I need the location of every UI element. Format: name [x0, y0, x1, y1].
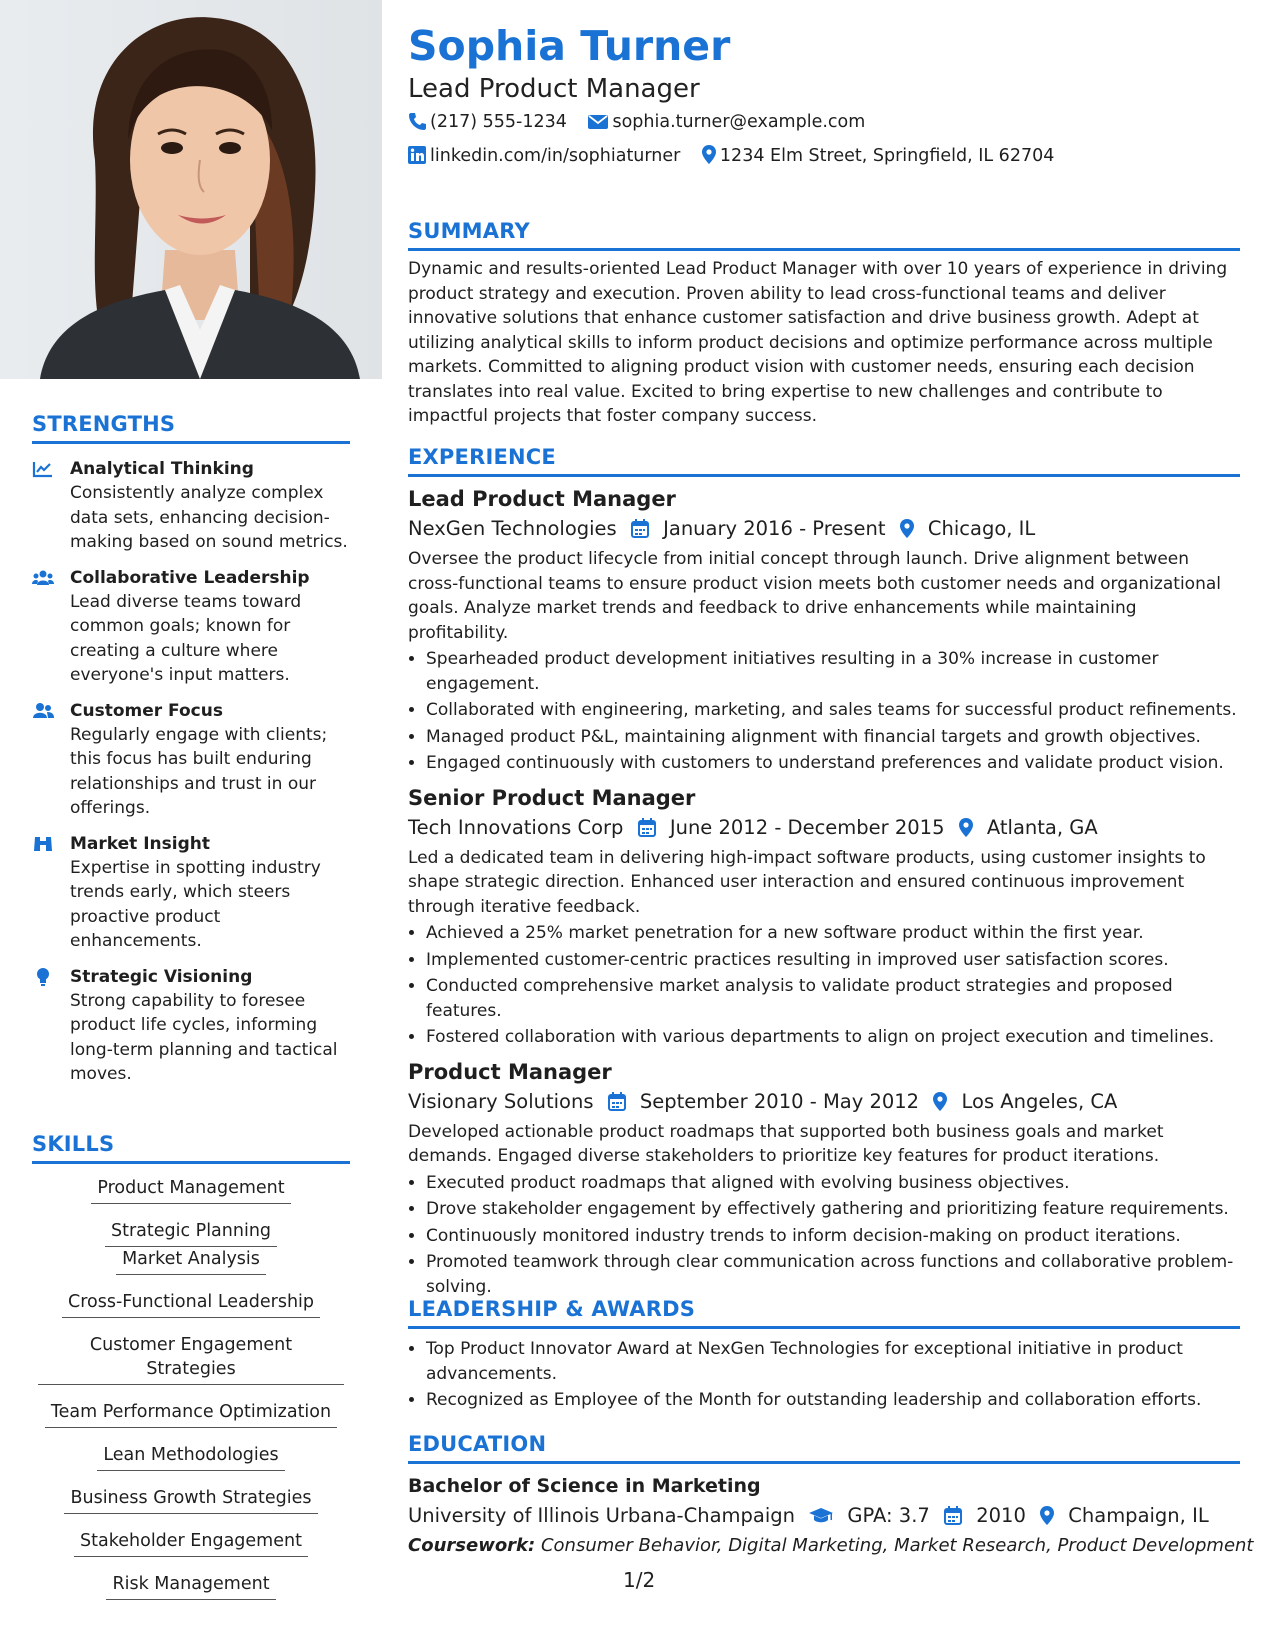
degree-title: Bachelor of Science in Marketing [408, 1475, 761, 1497]
envelope-icon [588, 114, 608, 130]
job-description: Led a dedicated team in delivering high-impact software products, using customer insights to shape strategic direction. Enhanced user interaction and ensured continuous improvement through iterative feedback. [408, 847, 1206, 917]
strength-item [32, 699, 350, 821]
job-meta [408, 814, 1240, 842]
bullet-item: • Implemented customer-centric practices resulting in improved user satisfaction scores. [426, 948, 1240, 973]
summary-text: Dynamic and results-oriented Lead Product Manager with over 10 years of experience in driving product strategy and execution. Proven ability to lead cross-functional teams and deliver innovative solutions that enhance customer satisfaction and drive business growth. Adept at utilizing analytical skills to inform product decisions and optimize performance across multiple markets. Committed to aligning product vision with customer needs, ensuring each decision translates into real value. Excited to bring expertise to new challenges and contribute to impactful projects that foster company success. [408, 259, 1228, 426]
bullet-item: • Managed product P&L, maintaining alignment with financial targets and growth objectives. [426, 725, 1240, 750]
candidate-name: Sophia Turner [408, 22, 731, 70]
summary-section [408, 219, 1240, 429]
strength-item [32, 965, 350, 1087]
bullet-item: • Achieved a 25% market penetration for a new software product within the first year. [426, 921, 1240, 946]
graduation-year: 2010 [976, 1504, 1026, 1527]
strength-title: Market Insight [70, 833, 210, 854]
job-location: Chicago, IL [927, 517, 1036, 540]
bullet-item: • Spearheaded product development initiatives resulting in a 30% increase in customer engagement. [426, 647, 1240, 696]
experience-heading: EXPERIENCE [408, 445, 1240, 477]
strength-item [32, 457, 350, 555]
award-item: • Recognized as Employee of the Month for outstanding leadership and collaboration efforts. [426, 1388, 1240, 1413]
skill-tag: Risk Management [106, 1572, 275, 1600]
calendar-icon [608, 1092, 626, 1111]
job-title: Lead Product Manager [408, 487, 676, 511]
skill-tag: Lean Methodologies [97, 1443, 284, 1471]
job-bullets [408, 1171, 1240, 1300]
job-dates: June 2012 - December 2015 [669, 815, 945, 839]
job-meta [408, 515, 1240, 543]
job-dates: January 2016 - Present [663, 517, 886, 540]
company-name: NexGen Technologies [408, 517, 617, 540]
coursework-text: Consumer Behavior, Digital Marketing, Market Research, Product Development [540, 1535, 1254, 1556]
profile-photo [0, 0, 382, 379]
school-location: Champaign, IL [1068, 1504, 1209, 1527]
company-name: Visionary Solutions [408, 1089, 594, 1113]
awards-section [408, 1297, 1240, 1415]
strengths-section [32, 412, 350, 1087]
bullet-item: • Executed product roadmaps that aligned with evolving business objectives. [426, 1171, 1240, 1196]
phone-number[interactable]: (217) 555-1234 [430, 112, 567, 132]
bullet-item: • Collaborated with engineering, marketing, and sales teams for successful product refinements. [426, 698, 1240, 723]
job-description: Developed actionable product roadmaps that supported both business goals and market demands. Engaged diverse stakeholders to prioritize key features for product iterations. [408, 1121, 1164, 1166]
strength-desc: Strong capability to foresee product life cycles, informing long-term planning and tactical moves. [70, 990, 338, 1084]
skill-tag: Market Analysis [116, 1247, 266, 1275]
address-text: 1234 Elm Street, Springfield, IL 62704 [719, 146, 1055, 166]
skill-tag: Strategic Planning [105, 1219, 277, 1247]
strength-item [32, 566, 350, 688]
job-entry [408, 784, 1240, 1050]
contact-row-2 [408, 145, 1070, 166]
bullet-item: • Conducted comprehensive market analysis to validate product strategies and proposed features. [426, 974, 1240, 1023]
strengths-heading: STRENGTHS [32, 412, 350, 444]
strength-desc: Consistently analyze complex data sets, enhancing decision-making based on sound metrics. [70, 483, 348, 552]
location-pin-icon [702, 145, 716, 164]
skill-tag: Team Performance Optimization [45, 1400, 337, 1428]
job-entry [408, 1058, 1240, 1300]
bullet-item: • Fostered collaboration with various departments to align on project execution and timelines. [426, 1025, 1240, 1050]
education-meta [408, 1502, 1240, 1530]
summary-heading: SUMMARY [408, 219, 1240, 251]
users-icon [32, 568, 54, 588]
job-bullets [408, 921, 1240, 1050]
candidate-role: Lead Product Manager [408, 74, 700, 104]
skill-tag: Customer Engagement Strategies [38, 1333, 344, 1385]
strength-title: Customer Focus [70, 700, 223, 721]
location-pin-icon [900, 519, 914, 538]
education-section [408, 1432, 1254, 1560]
location-pin-icon [933, 1092, 947, 1111]
job-entry [408, 485, 1240, 776]
job-title: Product Manager [408, 1059, 612, 1084]
awards-list [408, 1337, 1240, 1413]
calendar-icon [631, 519, 649, 538]
job-dates: September 2010 - May 2012 [639, 1089, 920, 1113]
skill-tag: Stakeholder Engagement [74, 1529, 308, 1557]
strength-title: Analytical Thinking [70, 459, 254, 479]
calendar-icon [638, 818, 656, 837]
page-number: 1/2 [623, 1568, 656, 1592]
lightbulb-icon [32, 967, 54, 987]
school-name: University of Illinois Urbana-Champaign [408, 1504, 795, 1527]
skill-tag: Cross-Functional Leadership [62, 1290, 320, 1318]
experience-section [408, 445, 1240, 1301]
skills-heading: SKILLS [32, 1132, 350, 1164]
education-heading: EDUCATION [408, 1432, 1240, 1464]
skill-tag: Business Growth Strategies [64, 1486, 317, 1514]
bullet-item: • Drove stakeholder engagement by effectively gathering and prioritizing feature requirements. [426, 1197, 1240, 1222]
graduation-cap-icon [809, 1507, 833, 1525]
location-pin-icon [1040, 1506, 1054, 1525]
coursework-label: Coursework: [408, 1535, 536, 1556]
strength-desc: Lead diverse teams toward common goals; known for creating a culture where everyone's input matters. [70, 591, 302, 685]
job-title: Senior Product Manager [408, 785, 696, 810]
strength-desc: Expertise in spotting industry trends early, which steers proactive product enhancements. [70, 857, 321, 951]
chart-line-icon [32, 459, 54, 479]
skills-list [32, 1176, 350, 1600]
job-location: Los Angeles, CA [961, 1089, 1118, 1113]
skills-section [32, 1132, 350, 1615]
contact-row-1 [408, 112, 881, 132]
user-group-icon [32, 701, 54, 721]
sidebar [0, 0, 382, 1650]
linkedin-link[interactable]: linkedin.com/in/sophiaturner [430, 146, 681, 166]
awards-heading: LEADERSHIP & AWARDS [408, 1297, 1240, 1329]
skill-tag: Product Management [91, 1176, 290, 1204]
gpa-text: GPA: 3.7 [847, 1504, 930, 1527]
coursework-line [408, 1532, 1254, 1560]
location-pin-icon [959, 818, 973, 837]
award-item: • Top Product Innovator Award at NexGen Technologies for exceptional initiative in product advancements. [426, 1337, 1240, 1386]
job-bullets [408, 647, 1240, 776]
job-description: Oversee the product lifecycle from initial concept through launch. Drive alignment between cross-functional teams to ensure product vision meets both customer needs and organizational goals. Analyze market trends and feedback to drive enhancements while maintaining profitability. [408, 549, 1221, 643]
bullet-item: • Promoted teamwork through clear communication across functions and collaborative problem-solving. [426, 1250, 1240, 1299]
phone-icon [408, 112, 426, 130]
strength-title: Strategic Visioning [70, 966, 253, 987]
linkedin-icon [408, 146, 426, 164]
email-link[interactable]: sophia.turner@example.com [612, 112, 866, 132]
company-name: Tech Innovations Corp [408, 815, 624, 839]
job-meta [408, 1088, 1240, 1116]
strength-desc: Regularly engage with clients; this focus has built enduring relationships and trust in our offerings. [70, 724, 328, 818]
job-location: Atlanta, GA [986, 815, 1098, 839]
bullet-item: • Continuously monitored industry trends to inform decision-making on product iterations. [426, 1224, 1240, 1249]
calendar-icon [944, 1506, 962, 1525]
strength-title: Collaborative Leadership [70, 567, 310, 588]
strength-item [32, 832, 350, 954]
bullet-item: • Engaged continuously with customers to understand preferences and validate product vision. [426, 751, 1240, 776]
binoculars-icon [32, 834, 54, 854]
